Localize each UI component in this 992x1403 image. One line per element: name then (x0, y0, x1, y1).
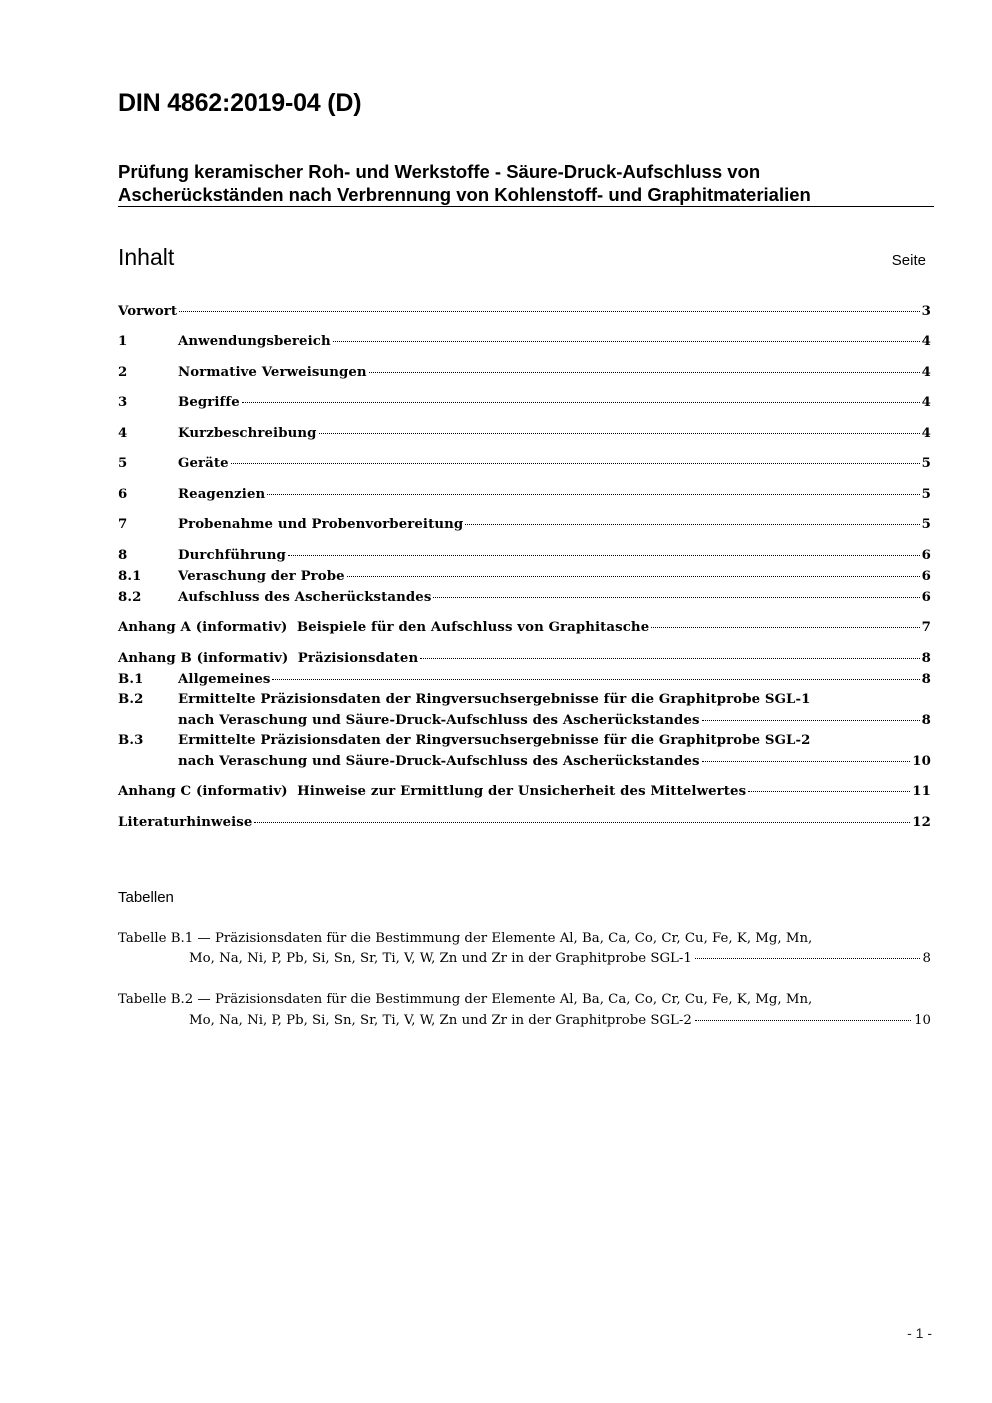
toc-entry-label: Begriffe (178, 395, 240, 410)
dot-leader (433, 597, 919, 598)
dot-leader (254, 822, 910, 823)
table-entry-page: 8 (922, 951, 931, 966)
dot-leader (242, 402, 920, 403)
dot-leader (702, 761, 911, 762)
toc-entry-page: 12 (912, 815, 931, 830)
toc-entry-number: B.2 (118, 692, 144, 707)
toc-entry-page: 4 (921, 395, 931, 410)
toc-entry-label: Vorwort (118, 304, 178, 319)
toc-entry-label: Kurzbeschreibung (178, 426, 317, 441)
toc-entry-7[interactable] (118, 514, 931, 535)
toc-entry-8-2[interactable] (118, 587, 931, 608)
toc-entry-number: 1 (118, 334, 128, 349)
dot-leader (695, 1020, 911, 1021)
toc-entry-b-2-continued[interactable] (118, 710, 931, 731)
toc-entry-number: 6 (118, 487, 128, 502)
dot-leader (267, 494, 919, 495)
toc-entry-label: Veraschung der Probe (178, 569, 345, 584)
toc-entry-page: 8 (921, 713, 931, 728)
dot-leader (333, 341, 920, 342)
toc-entry-label: Anwendungsbereich (178, 334, 331, 349)
toc-entry-annex-c[interactable] (118, 781, 931, 802)
toc-entry-page: 4 (921, 426, 931, 441)
toc-entry-number: B.1 (118, 672, 144, 687)
toc-entry-8-1[interactable] (118, 566, 931, 587)
table-entry-text: Mo, Na, Ni, P, Pb, Si, Sn, Sr, Ti, V, W, Zn und Zr in der Graphitprobe SGL-2 (189, 1013, 692, 1028)
document-id: DIN 4862:2019-04 (D) (118, 89, 362, 117)
toc-entry-annex-a[interactable] (118, 617, 931, 638)
toc-entry-number: 8.2 (118, 590, 142, 605)
toc-entry-page: 6 (921, 590, 931, 605)
dot-leader (420, 658, 919, 659)
toc-entry-2[interactable] (118, 362, 931, 383)
table-entry-b2-line-2[interactable] (189, 1010, 931, 1031)
toc-entry-number: 2 (118, 365, 128, 380)
toc-entry-number: 4 (118, 426, 128, 441)
toc-entry-8[interactable] (118, 545, 931, 566)
toc-entry-page: 8 (921, 651, 931, 666)
dot-leader (702, 720, 920, 721)
toc-entry-page: 4 (921, 334, 931, 349)
toc-entry-b-2[interactable] (118, 689, 931, 710)
dot-leader (288, 555, 920, 556)
toc-entry-page: 8 (921, 672, 931, 687)
table-entry-page: 10 (914, 1013, 931, 1028)
toc-entry-page: 10 (912, 754, 931, 769)
table-entry-text: Mo, Na, Ni, P, Pb, Si, Sn, Sr, Ti, V, W, Zn und Zr in der Graphitprobe SGL-1 (189, 951, 692, 966)
document-title-line-2: Ascherückständen nach Verbrennung von Kohlenstoff- und Graphitmaterialien (118, 184, 811, 205)
toc-entry-annex-b[interactable] (118, 648, 931, 669)
toc-entry-number: 8 (118, 548, 128, 563)
toc-entry-page: 5 (921, 517, 931, 532)
toc-entry-label: Ermittelte Präzisionsdaten der Ringversuchsergebnisse für die Graphitprobe SGL-1 (178, 692, 811, 707)
dot-leader (231, 463, 920, 464)
toc-entry-page: 11 (912, 784, 931, 799)
document-title-line-1: Prüfung keramischer Roh- und Werkstoffe - Säure-Druck-Aufschluss von (118, 161, 761, 182)
dot-leader (347, 576, 920, 577)
table-entry-b1-line-2[interactable] (189, 948, 931, 969)
toc-entry-bibliography[interactable] (118, 812, 931, 833)
toc-entry-label: Literaturhinweise (118, 815, 253, 830)
toc-entry-label: Geräte (178, 456, 229, 471)
toc-entry-3[interactable] (118, 392, 931, 413)
toc-entry-number: 8.1 (118, 569, 142, 584)
toc-entry-b-3-continued[interactable] (118, 751, 931, 772)
toc-entry-1[interactable] (118, 331, 931, 352)
toc-entry-4[interactable] (118, 423, 931, 444)
dot-leader (695, 958, 920, 959)
toc-entry-6[interactable] (118, 484, 931, 505)
tables-heading: Tabellen (118, 889, 174, 906)
toc-entry-vorwort[interactable] (118, 301, 931, 322)
title-divider (118, 206, 934, 207)
dot-leader (748, 791, 910, 792)
toc-entry-label: Ermittelte Präzisionsdaten der Ringversuchsergebnisse für die Graphitprobe SGL-2 (178, 733, 811, 748)
toc-entry-5[interactable] (118, 453, 931, 474)
toc-entry-label: Normative Verweisungen (178, 365, 367, 380)
toc-entry-number: 7 (118, 517, 128, 532)
toc-entry-page: 5 (921, 456, 931, 471)
toc-heading: Inhalt (118, 244, 175, 270)
toc-entry-page: 4 (921, 365, 931, 380)
document-title (118, 160, 934, 206)
toc-entry-label: Anhang B (informativ) Präzisionsdaten (118, 651, 419, 666)
toc-page-column-label: Seite (891, 252, 926, 269)
toc-entry-label: Durchführung (178, 548, 286, 563)
toc-entry-page: 7 (921, 620, 931, 635)
toc-entry-b-1[interactable] (118, 669, 931, 690)
toc-entry-page: 6 (921, 548, 931, 563)
toc-entry-number: 5 (118, 456, 128, 471)
page-number: - 1 - (907, 1325, 932, 1341)
toc-entry-page: 3 (921, 304, 931, 319)
toc-entry-label: Anhang A (informativ) Beispiele für den Aufschluss von Graphitasche (118, 620, 650, 635)
toc-entry-label: nach Veraschung und Säure-Druck-Aufschluss des Ascherückstandes (178, 754, 700, 769)
toc-entry-page: 6 (921, 569, 931, 584)
table-entry-text: Tabelle B.2 — Präzisionsdaten für die Bestimmung der Elemente Al, Ba, Ca, Co, Cr, Cu, Fe, K, Mg, Mn, (118, 992, 813, 1007)
dot-leader (369, 372, 920, 373)
dot-leader (651, 627, 919, 628)
toc-entry-label: nach Veraschung und Säure-Druck-Aufschluss des Ascherückstandes (178, 713, 700, 728)
toc-entry-label: Aufschluss des Ascherückstandes (178, 590, 432, 605)
toc-entry-label: Reagenzien (178, 487, 266, 502)
table-entry-text: Tabelle B.1 — Präzisionsdaten für die Bestimmung der Elemente Al, Ba, Ca, Co, Cr, Cu, Fe, K, Mg, Mn, (118, 931, 813, 946)
dot-leader (272, 679, 919, 680)
dot-leader (319, 433, 920, 434)
dot-leader (179, 311, 920, 312)
toc-entry-b-3[interactable] (118, 730, 931, 751)
toc-entry-label: Allgemeines (178, 672, 271, 687)
toc-entry-number: B.3 (118, 733, 144, 748)
toc-entry-label: Probenahme und Probenvorbereitung (178, 517, 464, 532)
toc-entry-label: Anhang C (informativ) Hinweise zur Ermittlung der Unsicherheit des Mittelwertes (118, 784, 747, 799)
table-entry-b1-line-1[interactable] (118, 928, 812, 949)
toc-entry-number: 3 (118, 395, 128, 410)
toc-entry-page: 5 (921, 487, 931, 502)
dot-leader (465, 524, 919, 525)
table-entry-b2-line-1[interactable] (118, 989, 812, 1010)
